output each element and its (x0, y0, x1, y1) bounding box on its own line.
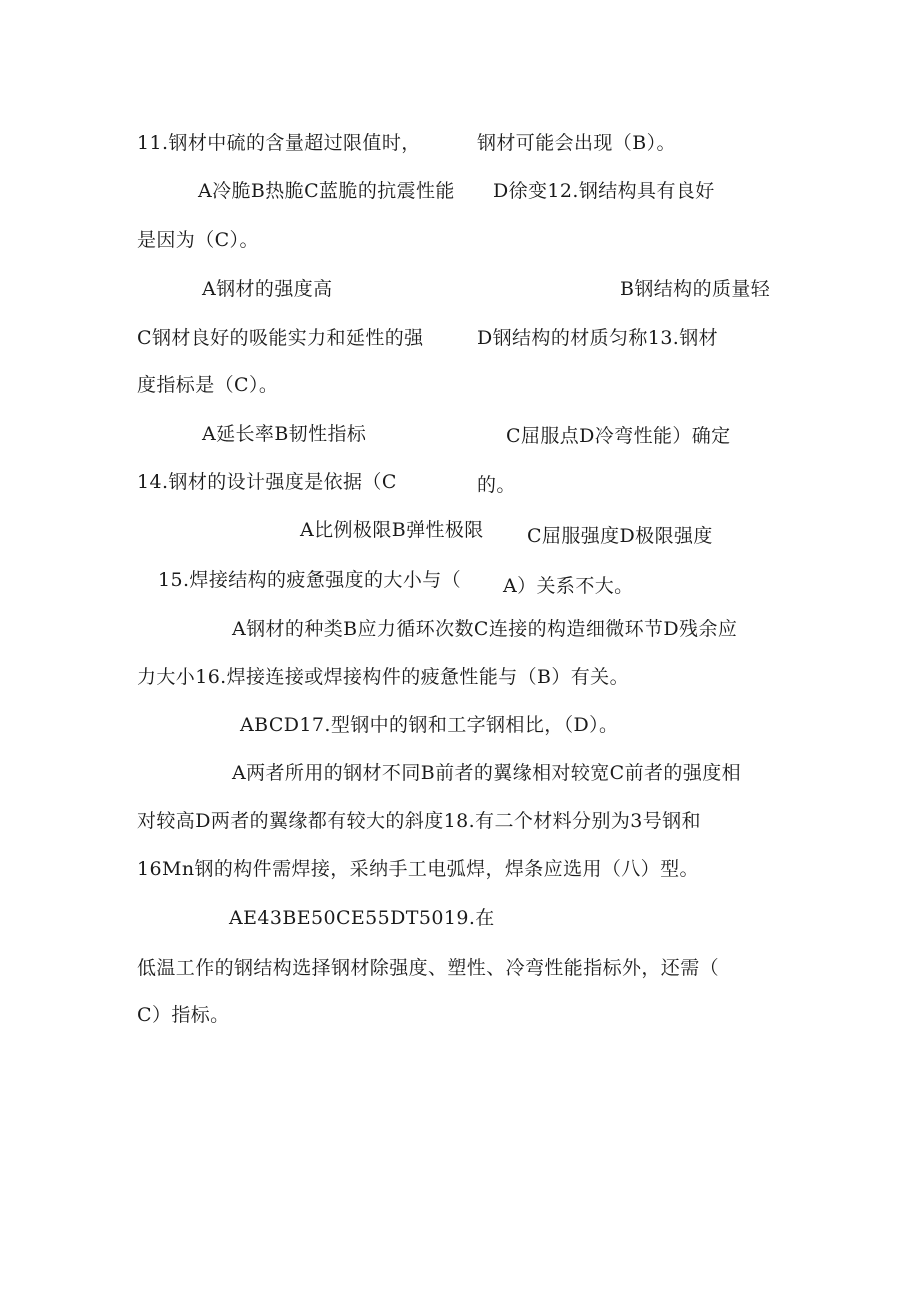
question-18-options-and-19: AE43BE50CE55DT5019.在 (229, 907, 495, 929)
question-11-options: A冷脆B热脆C蓝脆的抗震性能 (198, 180, 455, 202)
question-19-continuation: C）指标。 (137, 1004, 230, 1026)
question-12-option-c: C钢材良好的吸能实力和延性的强 (137, 327, 424, 349)
question-12-option-a: A钢材的强度高 (202, 278, 333, 300)
question-12-continuation: 是因为（C）。 (137, 229, 259, 251)
question-13-options-cd: C屈服点D冷弯性能）确定 (506, 425, 731, 447)
question-16-text: 力大小16.焊接连接或焊接构件的疲惫性能与（B）有关。 (137, 666, 629, 688)
question-13-continuation: 度指标是（C）。 (137, 374, 279, 396)
question-11-continuation: 钢材可能会出现（B）。 (477, 132, 676, 154)
question-18-continuation: 16Mn钢的构件需焊接，采纳手工电弧焊，焊条应选用（八）型。 (137, 858, 699, 880)
question-15-text: 15.焊接结构的疲惫强度的大小与（ (158, 569, 462, 591)
question-18-text: 对较高D两者的翼缘都有较大的斜度18.有二个材料分别为3号钢和 (137, 810, 701, 832)
question-14-continuation: 的。 (477, 474, 516, 496)
question-12-text: D徐变12.钢结构具有良好 (493, 180, 715, 202)
question-15-options: A钢材的种类B应力循环次数C连接的构造细微环节D残余应 (232, 618, 738, 640)
question-12-option-d-and-13: D钢结构的材质匀称13.钢材 (477, 327, 719, 349)
question-14-options-cd: C屈服强度D极限强度 (527, 525, 713, 547)
question-17-options: A两者所用的钢材不同B前者的翼缘相对较宽C前者的强度相 (232, 762, 742, 784)
question-17-text: ABCD17.型钢中的钢和工字钢相比，（D）。 (240, 714, 619, 736)
question-14-options-ab: A比例极限B弹性极限 (300, 519, 484, 541)
question-14-text: 14.钢材的设计强度是依据（C (137, 471, 397, 493)
question-19-text: 低温工作的钢结构选择钢材除强度、塑性、冷弯性能指标外，还需（ (137, 957, 720, 979)
question-12-option-b: B钢结构的质量轻 (620, 278, 771, 300)
question-15-continuation: A）关系不大。 (503, 575, 634, 597)
question-13-options-ab: A延长率B韧性指标 (202, 423, 367, 445)
question-11-text: 11.钢材中硫的含量超过限值时， (137, 132, 421, 154)
